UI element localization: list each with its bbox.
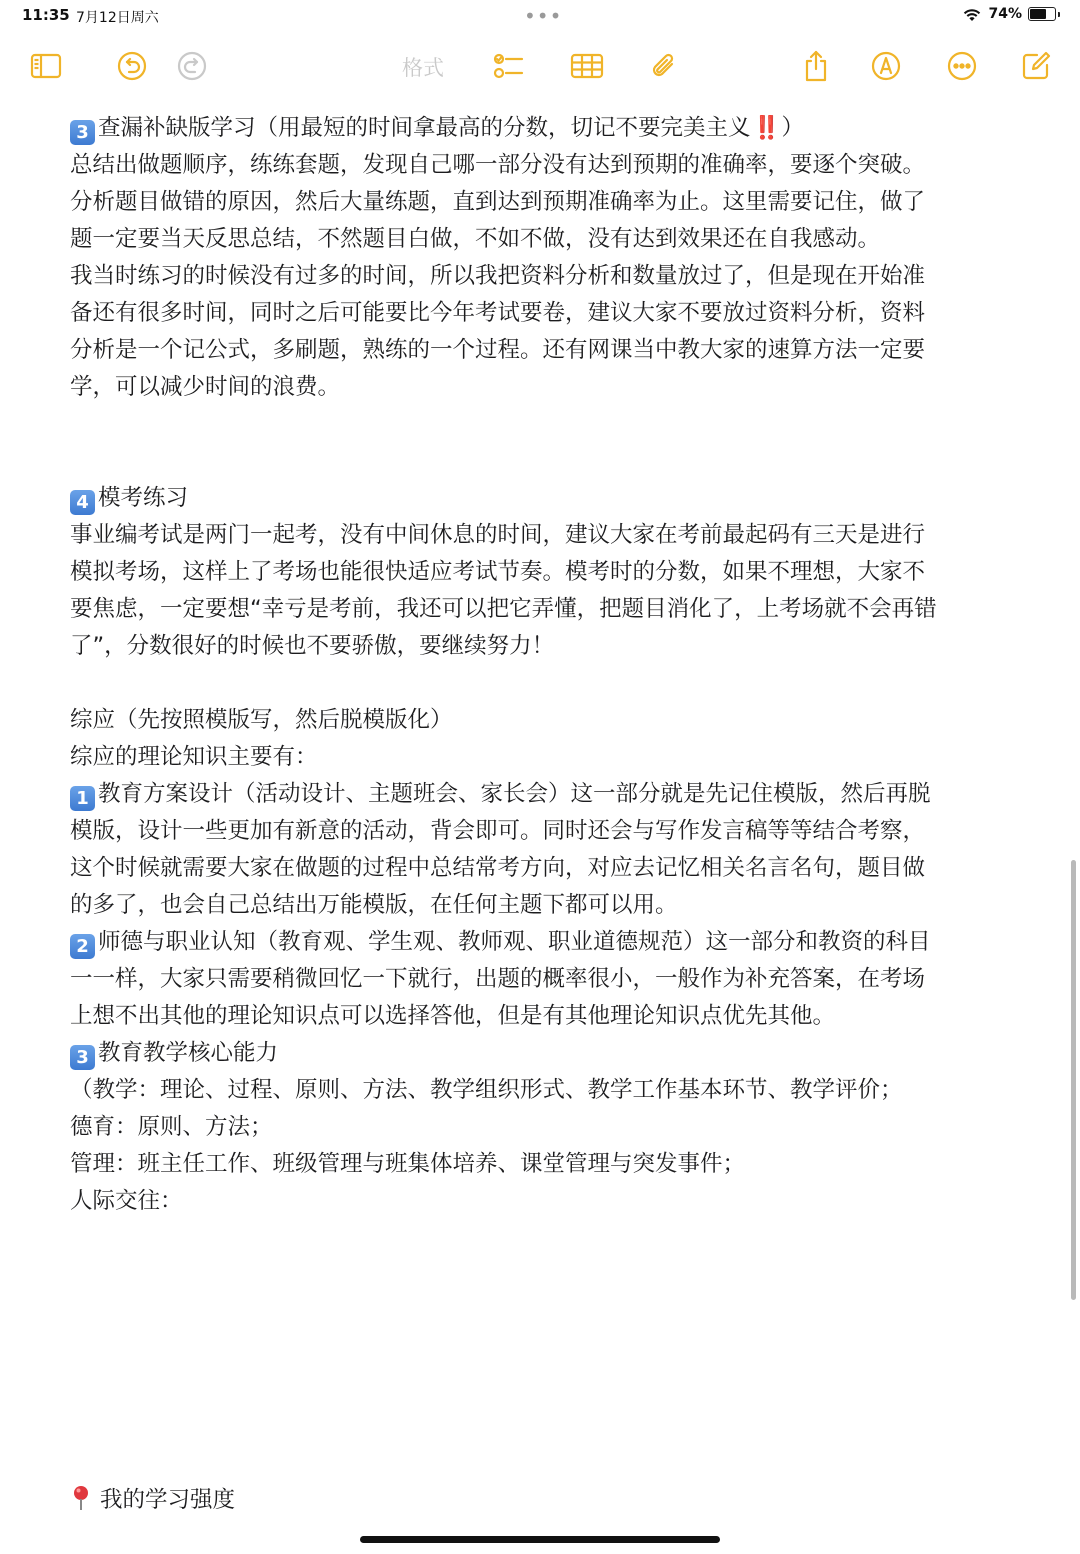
keycap-3-icon: 3 <box>70 1045 95 1070</box>
more-options-button[interactable] <box>942 46 982 86</box>
paragraph-line: 事业编考试是两门一起考，没有中间休息的时间，建议大家在考前最起码有三天是进行 <box>70 522 926 548</box>
checklist-button[interactable] <box>488 46 528 86</box>
paragraph-line: 管理：班主任工作、班级管理与班集体培养、课堂管理与突发事件； <box>70 1151 746 1177</box>
section-4-heading: 4 模考练习 <box>70 480 1020 517</box>
paragraph-line: 这个时候就需要大家在做题的过程中总结常考方向，对应去记忆相关名言名句，题目做 <box>70 855 926 881</box>
battery-percent: 74% <box>988 6 1022 22</box>
attachment-button[interactable] <box>644 46 684 86</box>
paragraph-line: 模版，设计一些更加有新意的活动，背会即可。同时还会与写作发言稿等等结合考察， <box>70 818 926 844</box>
paragraph-line: 要焦虑，一定要想“幸亏是考前，我还可以把它弄懂，把题目消化了，上考场就不会再错 <box>70 596 937 622</box>
redo-icon <box>175 49 209 83</box>
double-exclamation-icon: ‼️ <box>752 115 778 141</box>
paperclip-icon <box>647 49 681 83</box>
paragraph-line: 我当时练习的时候没有过多的时间，所以我把资料分析和数量放过了，但是现在开始准 <box>70 263 926 289</box>
keycap-4-icon: 4 <box>70 490 95 515</box>
battery-level <box>1030 9 1046 19</box>
table-button[interactable] <box>567 46 607 86</box>
paragraph-line: 了”，分数很好的时候也不要骄傲，要继续努力！ <box>70 633 555 659</box>
notes-toolbar <box>0 40 1080 92</box>
paragraph-line: 题一定要当天反思总结，不然题目白做，不如不做，没有达到效果还在自我感动。 <box>70 226 881 252</box>
sidebar-icon <box>29 49 63 83</box>
pen-tip-icon <box>869 49 903 83</box>
undo-icon <box>115 49 149 83</box>
paragraph-line: 模拟考场，这样上了考场也能很快适应考试节奏。模考时的分数，如果不理想，大家不 <box>70 559 926 585</box>
markup-button[interactable] <box>866 46 906 86</box>
zongying-intro: 综应的理论知识主要有： <box>70 744 318 770</box>
blank-space <box>70 406 1020 480</box>
undo-button[interactable] <box>112 46 152 86</box>
paragraph-line: （教学：理论、过程、原则、方法、教学组织形式、教学工作基本环节、教学评价； <box>70 1077 903 1103</box>
status-date: 7月12日周六 <box>76 10 159 26</box>
compose-icon <box>1019 49 1053 83</box>
footer-heading: 我的学习强度 <box>70 1482 1020 1519</box>
paragraph-line: 人际交往： <box>70 1188 183 1214</box>
share-icon <box>799 49 833 83</box>
status-indicators <box>962 6 1060 22</box>
status-time: 11:35 <box>22 6 70 24</box>
multitasking-dots[interactable]: ••• <box>524 4 563 28</box>
zongying-title: 综应（先按照模版写，然后脱模版化） <box>70 707 453 733</box>
checklist-icon <box>491 49 525 83</box>
new-note-button[interactable] <box>1016 46 1056 86</box>
format-button[interactable]: 格式 <box>402 56 444 80</box>
paragraph-line: 上想不出其他的理论知识点可以选择答他，但是有其他理论知识点优先其他。 <box>70 1003 836 1029</box>
share-button[interactable] <box>796 46 836 86</box>
paragraph-line: 学，可以减少时间的浪费。 <box>70 374 341 400</box>
blank-space <box>70 665 1020 702</box>
paragraph-line: 德育：原则、方法； <box>70 1114 273 1140</box>
paragraph-line: 的多了，也会自己总结出万能模版，在任何主题下都可以用。 <box>70 892 678 918</box>
wifi-icon <box>962 7 982 22</box>
note-body[interactable] <box>70 110 1020 1519</box>
section-3-heading: 3 查漏补缺版学习（用最短的时间拿最高的分数，切记不要完美主义‼️ ） <box>70 110 1020 147</box>
battery-icon <box>1028 7 1056 21</box>
battery-tip <box>1058 12 1060 17</box>
ellipsis-circle-icon <box>945 49 979 83</box>
zongying-item-2: 2 师德与职业认知（教育观、学生观、教师观、职业道德规范）这一部分和教资的科目 <box>70 924 1020 961</box>
paragraph-line: 分析题目做错的原因，然后大量练题，直到达到预期准确率为止。这里需要记住，做了 <box>70 189 926 215</box>
scrollbar[interactable] <box>1071 860 1076 1300</box>
paragraph-line: 总结出做题顺序，练练套题，发现自己哪一部分没有达到预期的准确率，要逐个突破。 <box>70 152 926 178</box>
keycap-2-icon: 2 <box>70 934 95 959</box>
table-icon <box>570 49 604 83</box>
round-pushpin-icon <box>70 1485 92 1511</box>
home-indicator[interactable] <box>360 1536 720 1543</box>
paragraph-line: 备还有很多时间，同时之后可能要比今年考试要卷，建议大家不要放过资料分析，资料 <box>70 300 926 326</box>
zongying-item-3: 3 教育教学核心能力 <box>70 1035 1020 1072</box>
blank-space <box>70 1220 1020 1482</box>
redo-button[interactable] <box>172 46 212 86</box>
keycap-3-icon: 3 <box>70 120 95 145</box>
sidebar-toggle-button[interactable] <box>26 46 66 86</box>
zongying-item-1: 1 教育方案设计（活动设计、主题班会、家长会）这一部分就是先记住模版，然后再脱 <box>70 776 1020 813</box>
paragraph-line: 分析是一个记公式，多刷题，熟练的一个过程。还有网课当中教大家的速算方法一定要 <box>70 337 926 363</box>
status-bar <box>0 0 1080 32</box>
paragraph-line: 一一样，大家只需要稍微回忆一下就行，出题的概率很小，一般作为补充答案，在考场 <box>70 966 926 992</box>
keycap-1-icon: 1 <box>70 786 95 811</box>
